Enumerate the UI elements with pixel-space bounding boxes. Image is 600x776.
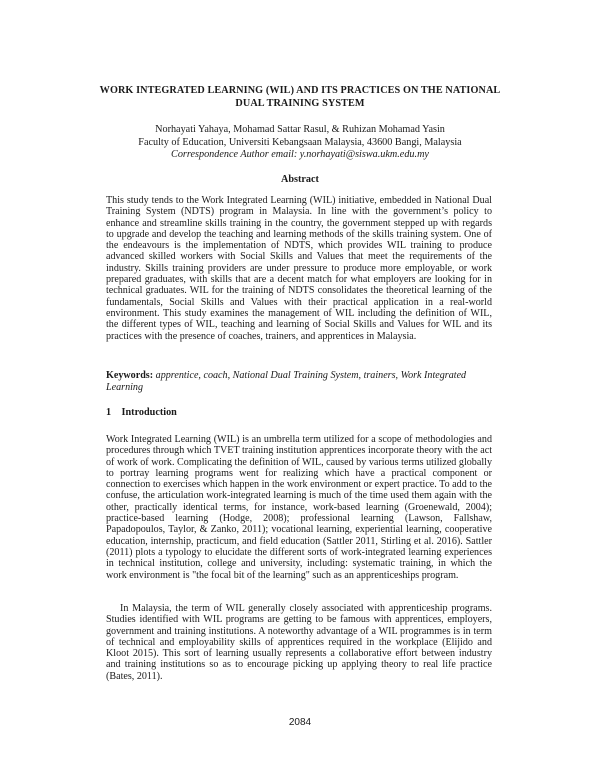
intro-paragraph-1: Work Integrated Learning (WIL) is an umbrella term utilized for a scope of methodologies and procedures through which TVET training institution apprentices incorporate theory with the act of work of work. Complicating the definition of WIL, caused by various terms utilized globally to portray learning programs went for realizing which have a practical component or connection to exercises which happen in the work environment or expert practice. To add to the confuse, the articulation work-integrated learning is much of the time used them again with the other, practically identical terms, for instance, work-based learning (Groenewald, 2004); practice-based learning (Hodge, 2008); professional learning (Lawson, Fallshaw, Papadopoulos, Taylor, & Zanko, 2011); vocational learning, experiential learning, cooperative education, internship, practicum, and field education (Sattler 2011, Stirling et al. 2016). Sattler (2011) plots a typology to elucidate the different sorts of work-integrated learning experiences in technical institution, college and university, including: systematic training, in which the work environment is "the focal bit of the learning" such as an apprenticeships program. xyxy=(106,434,492,581)
intro-paragraph-2: In Malaysia, the term of WIL generally closely associated with apprenticeship programs. Studies identified with WIL programs are getting to be famous with apprentices, employers, government and training institutions. A noteworthy advantage of a WIL programmes is in term of technical and employability skills of apprentices required in the workplace (Elijido and Kloot 2015). This sort of learning usually represents a collaborative effort between industry and training institutions so as to encourage picking up applying theory to real life practice (Bates, 2011). xyxy=(106,603,492,682)
keywords-value: apprentice, coach, National Dual Training System, trainers, Work Integrated Learning xyxy=(106,370,467,393)
abstract-text: This study tends to the Work Integrated Learning (WIL) initiative, embedded in National Dual Training System (NDTS) program in Malaysia. In line with the government’s policy to enhance and streamline skills training in the country, the government stepped up with regards to upgrade and develop the teaching and learning methods of the skills training system. One of the endeavours is the implementation of NDTS, which provides WIL training to produce advanced skilled workers with Social Skills and Values that meet the requirements of the industry. Skills training providers are under pressure to produce more employable, or work prepared graduates, with skills that are a decent match for what employers are looking for in technical graduates. WIL for the training of NDTS consolidates the theoretical learning of the fundamentals, Social Skills and Values with their practical application in a real-world environment. This study examines the management of WIL including the definition of WIL, the different types of WIL, teaching and learning of Social Skills and Values for WIL and its practices with the presence of coaches, trainers, and apprentices in Malaysia. xyxy=(106,195,492,342)
paper-title: WORK INTEGRATED LEARNING (WIL) AND ITS PRACTICES ON THE NATIONAL DUAL TRAINING SYSTEM xyxy=(99,85,501,109)
keywords xyxy=(106,370,492,393)
author-block xyxy=(60,124,540,162)
page-number: 2084 xyxy=(288,717,312,728)
section-title: Introduction xyxy=(121,407,177,418)
keywords-label: Keywords: xyxy=(106,370,154,381)
section-heading-introduction xyxy=(106,407,177,418)
abstract-heading: Abstract xyxy=(281,174,319,185)
author-affiliation: Faculty of Education, Universiti Kebangsaan Malaysia, 43600 Bangi, Malaysia xyxy=(138,136,462,148)
correspondence-email: Correspondence Author email: y.norhayati@siswa.ukm.edu.my xyxy=(171,149,429,161)
section-number: 1 xyxy=(106,407,112,418)
author-names: Norhayati Yahaya, Mohamad Sattar Rasul, & Ruhizan Mohamad Yasin xyxy=(155,124,445,135)
